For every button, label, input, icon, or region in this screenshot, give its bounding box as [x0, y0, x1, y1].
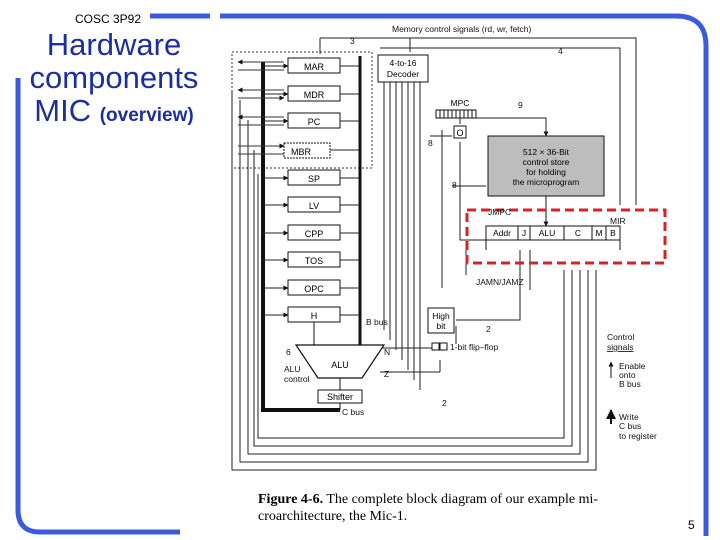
- svg-text:bit: bit: [436, 321, 446, 331]
- label-2a: 2: [486, 324, 491, 334]
- alu-label: ALU: [331, 360, 349, 370]
- svg-text:Write: Write: [619, 412, 639, 422]
- svg-text:B bus: B bus: [619, 379, 641, 389]
- label-6: 6: [286, 347, 291, 357]
- svg-text:signals: signals: [607, 342, 634, 352]
- svg-text:4-to-16: 4-to-16: [389, 58, 417, 68]
- svg-text:MBR: MBR: [291, 147, 311, 157]
- flipflop-box-n: [432, 343, 439, 350]
- svg-text:OPC: OPC: [304, 284, 324, 294]
- label-9: 9: [518, 100, 523, 110]
- svg-text:B: B: [610, 228, 616, 238]
- register-mar: [288, 58, 340, 73]
- title-mic: MIC: [34, 93, 92, 128]
- svg-text:MDR: MDR: [303, 90, 325, 100]
- o-box: [454, 126, 466, 138]
- page-number: 5: [688, 518, 695, 532]
- decoder: [378, 55, 428, 82]
- flipflop-box-z: [440, 343, 447, 350]
- svg-text:Control: Control: [607, 332, 635, 342]
- svg-text:High: High: [432, 311, 450, 321]
- svg-text:J: J: [521, 228, 527, 238]
- alu-control-label-2: control: [284, 374, 310, 384]
- svg-text:to register: to register: [619, 431, 657, 441]
- register-sp: [288, 170, 340, 185]
- caption-figure-label: Figure 4-6.: [258, 492, 324, 507]
- title-line-1: Hardware: [46, 27, 182, 62]
- b-bus-label: B bus: [366, 317, 388, 327]
- svg-text:onto: onto: [619, 370, 636, 380]
- label-8a: 8: [428, 138, 433, 148]
- register-h: [288, 307, 340, 322]
- svg-text:CPP: CPP: [304, 229, 324, 239]
- flipflop-label: 1-bit flip–flop: [450, 342, 499, 352]
- label-2b: 2: [442, 398, 447, 408]
- svg-text:O: O: [456, 128, 464, 138]
- decoder-lines: [384, 82, 420, 390]
- control-store: [488, 136, 604, 196]
- svg-text:TOS: TOS: [304, 256, 324, 266]
- svg-text:ALU: ALU: [538, 228, 556, 238]
- c-bus-label: C bus: [342, 407, 365, 417]
- caption-line-2: croarchitecture, the Mic-1.: [258, 509, 408, 524]
- register-cpp: [288, 225, 340, 240]
- register-pc: [288, 113, 340, 128]
- title-line-2: components: [29, 60, 199, 95]
- label-8b: 8: [452, 180, 457, 190]
- svg-text:M: M: [595, 228, 603, 238]
- register-mdr: [288, 86, 340, 101]
- jmpc-label: JMPC: [488, 207, 512, 217]
- svg-text:Shifter: Shifter: [326, 392, 354, 402]
- n-label: N: [384, 347, 391, 357]
- svg-text:H: H: [310, 311, 318, 321]
- svg-text:Decoder: Decoder: [386, 69, 420, 79]
- label-4: 4: [558, 46, 563, 56]
- mir-label: MIR: [610, 216, 626, 226]
- svg-text:the microprogram: the microprogram: [512, 177, 580, 187]
- mpc-register: [436, 98, 476, 118]
- register-wires: [263, 66, 360, 315]
- svg-text:LV: LV: [308, 201, 320, 211]
- register-opc: [288, 280, 340, 295]
- title-overview: (overview): [99, 105, 194, 126]
- svg-text:Addr: Addr: [493, 228, 511, 238]
- svg-text:control store: control store: [522, 157, 570, 167]
- course-code: COSC 3P92: [72, 12, 144, 26]
- register-mbr: [284, 143, 330, 158]
- svg-text:MPC: MPC: [450, 98, 470, 108]
- z-label: Z: [384, 369, 390, 379]
- svg-text:C: C: [574, 228, 582, 238]
- legend: [607, 332, 657, 441]
- svg-text:C bus: C bus: [619, 421, 642, 431]
- memory-control-label: Memory control signals (rd, wr, fetch): [392, 24, 532, 34]
- svg-text:PC: PC: [307, 117, 321, 127]
- caption-line-1: The complete block diagram of our example mi-: [326, 492, 599, 507]
- figure-caption: [258, 491, 658, 525]
- high-bit-box: [428, 308, 454, 333]
- label-3: 3: [350, 36, 355, 46]
- svg-text:Enable: Enable: [619, 361, 646, 371]
- mir-register: [486, 226, 620, 240]
- svg-text:for holding: for holding: [526, 167, 566, 177]
- shifter: [318, 390, 362, 403]
- register-lv: [288, 197, 340, 212]
- svg-text:512 × 36-Bit: 512 × 36-Bit: [522, 147, 570, 157]
- svg-text:MAR: MAR: [304, 62, 324, 72]
- jamn-label: JAMN/JAMZ: [476, 277, 524, 287]
- svg-text:SP: SP: [307, 174, 321, 184]
- register-tos: [288, 252, 340, 267]
- alu-control-label-1: ALU: [284, 364, 301, 374]
